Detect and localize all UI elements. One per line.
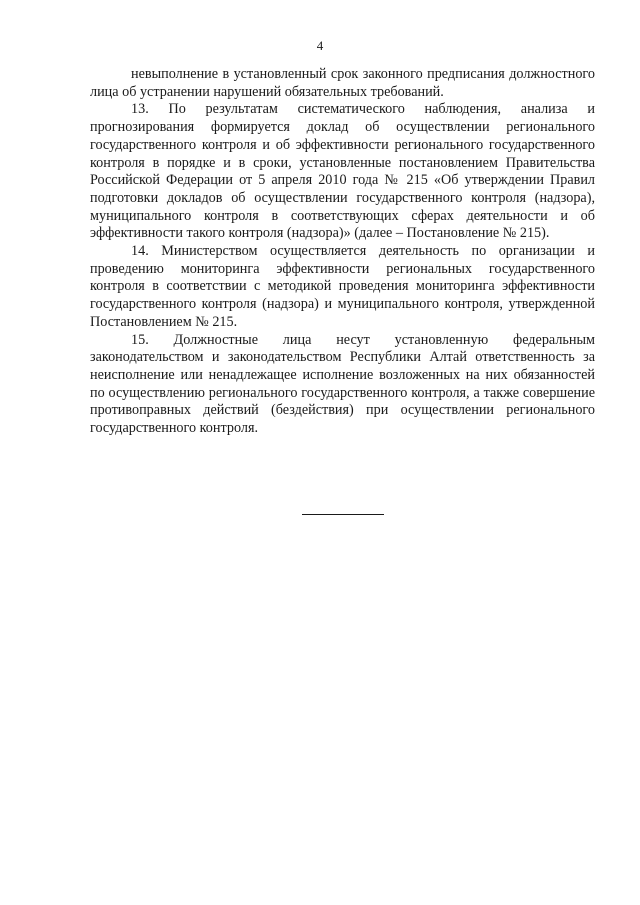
paragraph-14: 14. Министерством осуществляется деятельность по организации и проведению мониторинга эффективности региональных государственного контроля в соответствии с методикой проведения мониторинга эффективности государственного контроля (надзора) и муниципального контроля, утвержденной Постановлением № 215. bbox=[90, 243, 595, 330]
paragraph-13: 13. По результатам систематического наблюдения, анализа и прогнозирования формируется доклад об осуществлении регионального государственного контроля и об эффективности регионального государственного контроля в порядке и в сроки, установленные постановлением Правительства Российской Федерации от 5 апреля 2010 года № 215 «Об утверждении Правил подготовки докладов об осуществлении государственного контроля (надзора), муниципального контроля в соответствующих сферах деятельности и об эффективности такого контроля (надзора)» (далее – Постановление № 215). bbox=[90, 101, 595, 242]
end-of-document-rule bbox=[302, 514, 384, 515]
paragraph-15: 15. Должностные лица несут установленную федеральным законодательством и законодательством Республики Алтай ответственность за неисполнение или ненадлежащее исполнение возложенных на них обязанностей по осуществлению регионального государственного контроля, а также совершение противоправных действий (бездействия) при осуществлении регионального государственного контроля. bbox=[90, 331, 595, 437]
paragraph-continuation: невыполнение в установленный срок законного предписания должностного лица об устранении нарушений обязательных требований. bbox=[90, 66, 595, 100]
document-body bbox=[90, 66, 595, 438]
page-number: 4 bbox=[316, 38, 324, 53]
